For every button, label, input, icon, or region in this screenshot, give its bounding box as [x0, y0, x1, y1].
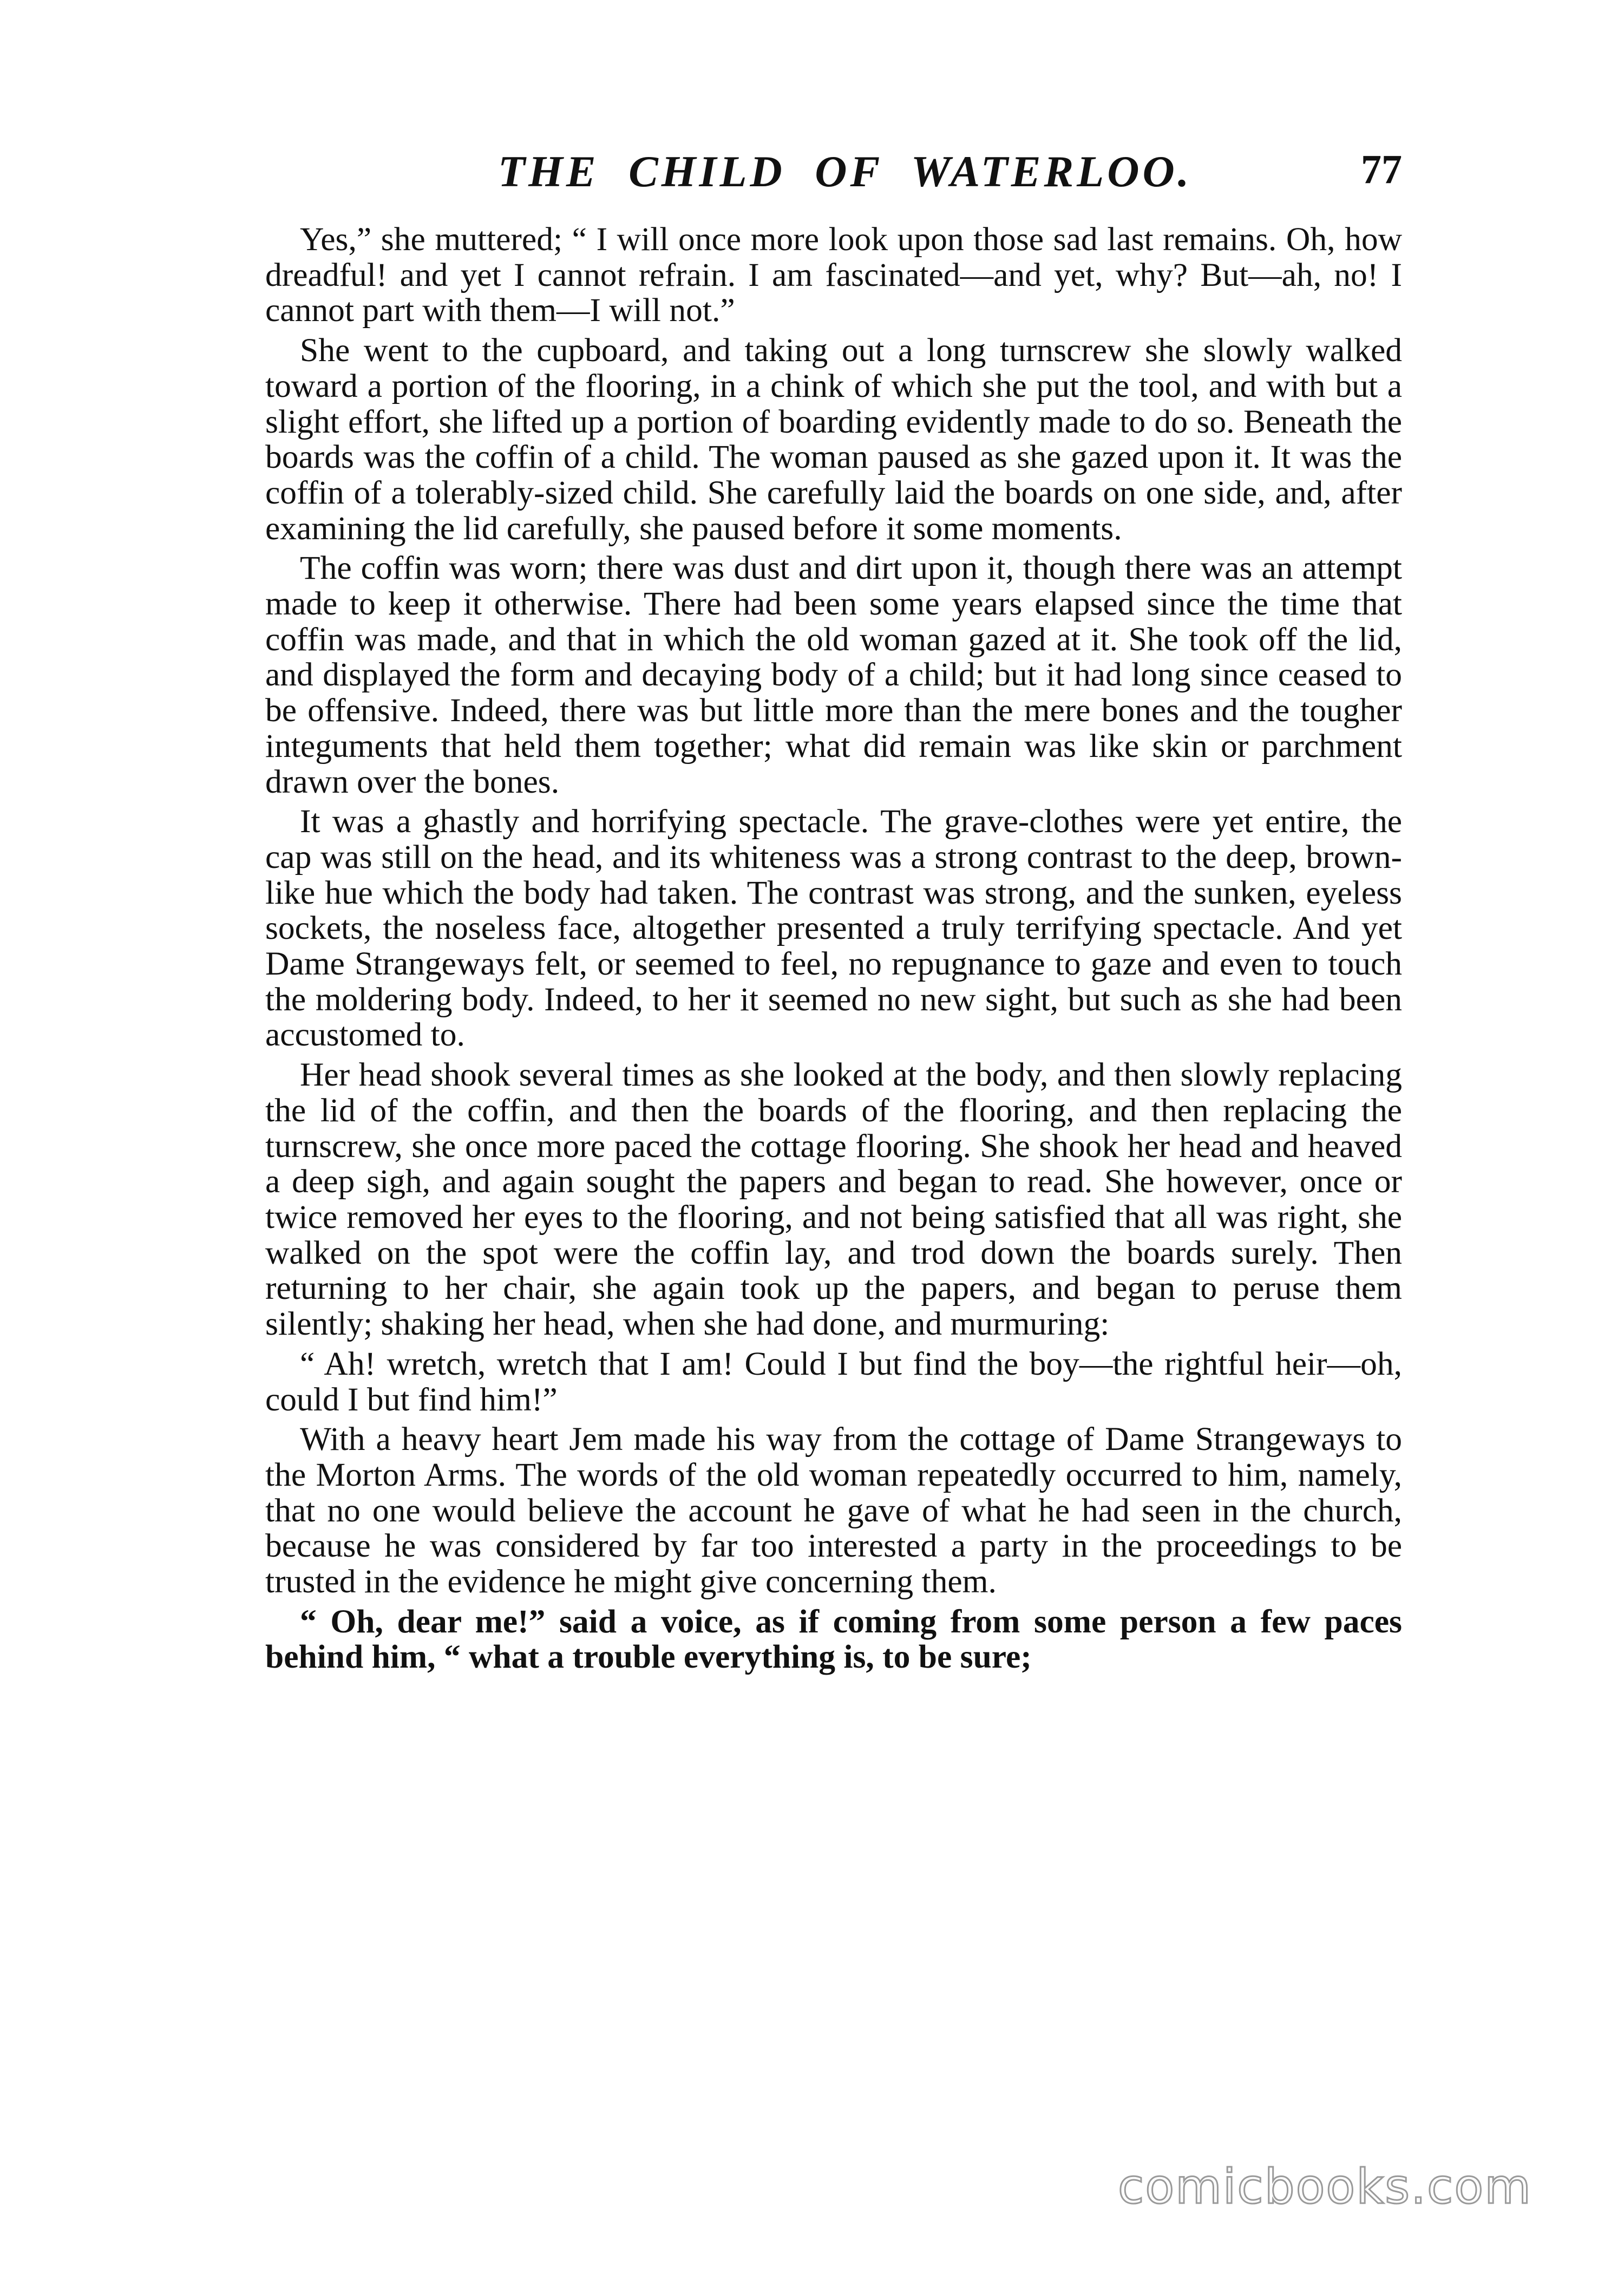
paragraph: It was a ghastly and horrifying spectacle. The grave-clothes were yet entire, the cap was still on the head, and its whiteness was a strong contrast to the deep, brown-like hue which the body had taken. The contrast was strong, and the sunken, eyeless sockets, the noseless face, altogether presented a truly terrifying spectacle. And yet Dame Strangeways felt, or seemed to feel, no repugnance to gaze and even to touch the moldering body. Indeed, to her it seemed no new sight, but such as she had been accustomed to. — [265, 803, 1402, 1054]
paragraph: “ Ah! wretch, wretch that I am! Could I but find the boy—the rightful heir—oh, could I but find him!” — [265, 1345, 1402, 1418]
running-title: THE CHILD OF WATERLOO. — [498, 147, 1193, 196]
paragraph: With a heavy heart Jem made his way from the cottage of Dame Strangeways to the Morton Arms. The words of the old woman repeatedly occurred to him, namely, that no one would believe the account he gave of what he had seen in the church, because he was considered by far too interested a party in the proceedings to be trusted in the evidence he might give concerning them. — [265, 1421, 1402, 1600]
page-number: 77 — [1361, 147, 1402, 192]
page-header — [265, 146, 1402, 206]
paragraph: “ Oh, dear me!” said a voice, as if coming from some person a few paces behind him, “ what a trouble everything is, to be sure; — [265, 1603, 1402, 1676]
paragraph: The coffin was worn; there was dust and dirt upon it, though there was an attempt made to keep it otherwise. There had been some years elapsed since the time that coffin was made, and that in which the old woman gazed at it. She took off the lid, and displayed the form and decaying body of a child; but it had long since ceased to be offensive. Indeed, there was but little more than the mere bones and the tougher integuments that held them together; what did remain was like skin or parchment drawn over the bones. — [265, 550, 1402, 800]
paragraph: She went to the cupboard, and taking out a long turnscrew she slowly walked toward a portion of the flooring, in a chink of which she put the tool, and with but a slight effort, she lifted up a portion of boarding evidently made to do so. Beneath the boards was the coffin of a child. The woman paused as she gazed upon it. It was the coffin of a tolerably-sized child. She carefully laid the boards on one side, and, after examining the lid carefully, she paused before it some moments. — [265, 332, 1402, 547]
paragraph: Yes,” she muttered; “ I will once more look upon those sad last remains. Oh, how dreadful! and yet I cannot refrain. I am fascinated—and yet, why? But—ah, no! I cannot part with them—I will not.” — [265, 221, 1402, 329]
watermark: comicbooks.com — [1117, 2159, 1532, 2214]
paragraph: Her head shook several times as she looked at the body, and then slowly replacing the lid of the coffin, and then the boards of the flooring, and then replacing the turnscrew, she once more paced the cottage flooring. She shook her head and heaved a deep sigh, and again sought the papers and began to read. She however, once or twice removed her eyes to the flooring, and not being satisfied that all was right, she walked on the spot were the coffin lay, and trod down the boards surely. Then returning to her chair, she again took up the papers, and began to peruse them silently; shaking her head, when she had done, and murmuring: — [265, 1056, 1402, 1343]
body-text — [265, 222, 1402, 1680]
